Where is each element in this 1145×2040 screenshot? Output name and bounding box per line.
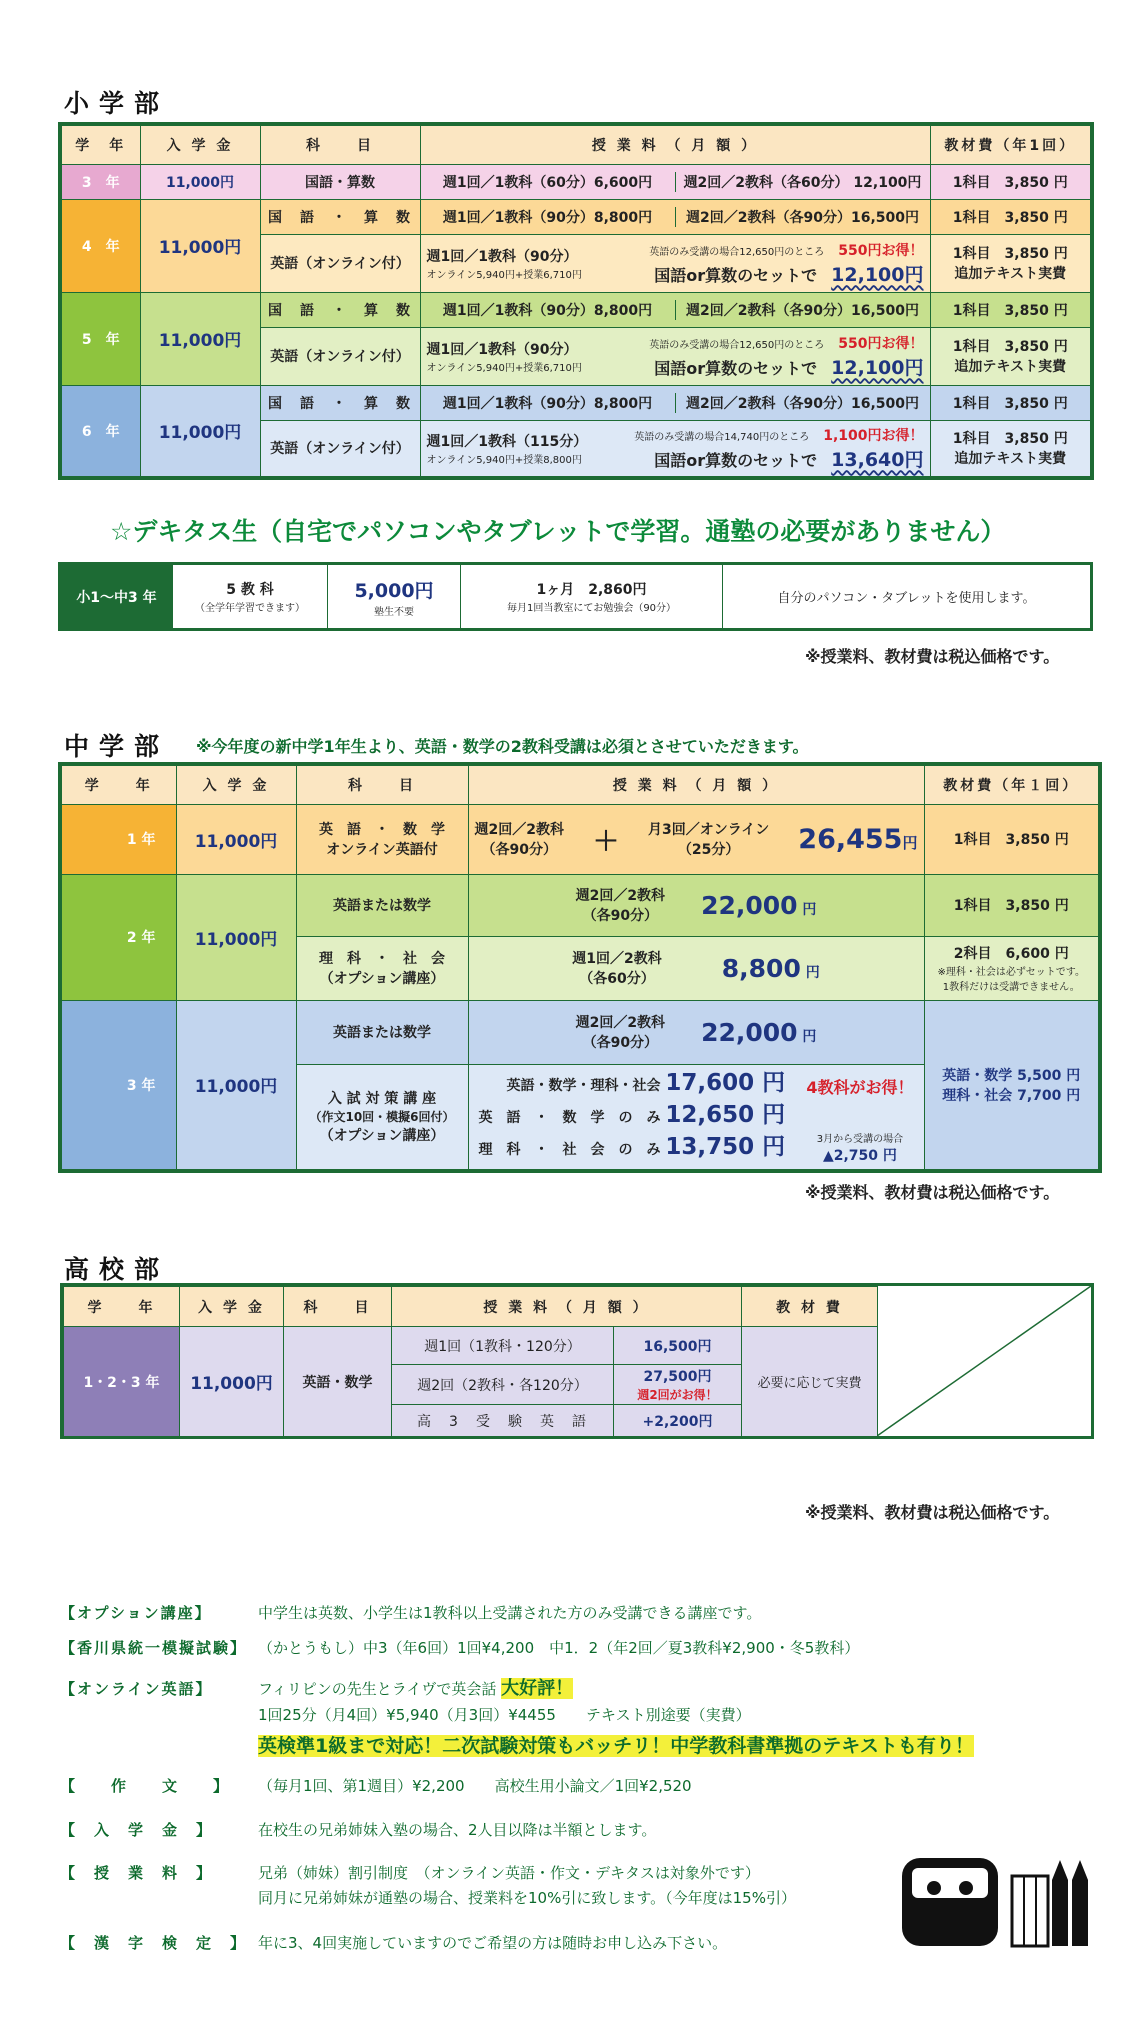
high-row-3-price: +2,200円 xyxy=(614,1405,742,1437)
grade-6-material-3: 追加テキスト実費 xyxy=(954,451,1067,468)
junior-grade-3-l1b: （各90分） xyxy=(582,1035,659,1051)
mascot-pencils-icon xyxy=(900,1854,1090,1950)
grade-5-weekly-2: 週2回／2教科（各90分）16,500円 xyxy=(686,302,919,319)
grade-5-english-line2: オンライン5,940円+授業6,710円 xyxy=(426,362,582,374)
header-material: 教材費（年1回） xyxy=(930,124,1092,164)
grade-4-cell: 4 年 xyxy=(60,199,140,292)
grade-4-english-line1: 週1回／1教科（90分） xyxy=(426,248,578,265)
tax-note-3: ※授業料、教材費は税込価格です。 xyxy=(805,1503,1060,1522)
note-mock-exam-text: （かとうもし）中3（年6回）1回¥4,200 中1．2（年2回／夏3教科¥2,900・冬5教科） xyxy=(258,1639,860,1657)
grade-6-subject-1: 国 語 ・ 算 数 xyxy=(260,385,420,420)
grade-6-material-2: 1科目 3,850 円 xyxy=(952,431,1068,448)
junior-grade-3-material-a: 英語・数学 5,500 円 xyxy=(942,1067,1081,1084)
dekitasu-price-sub: 塾生不要 xyxy=(374,606,414,618)
grade-6-material-1: 1科目 3,850 円 xyxy=(930,385,1092,420)
note-kanji-text: 年に3、4回実施していますのでご希望の方は随時お申し込み下さい。 xyxy=(258,1934,728,1952)
note-essay-label: 【 作 文 】 xyxy=(60,1777,231,1795)
junior-grade-2-material-note-2: 1教科だけは受講できません。 xyxy=(942,982,1080,993)
grade-6-english-note: 英語のみ受講の場合14,740円のところ xyxy=(634,431,810,443)
high-blank-diagonal xyxy=(877,1286,1091,1436)
junior-grade-3-from-march: 3月から受講の場合 xyxy=(816,1133,904,1145)
junior-grade-1-left-b: （各90分） xyxy=(481,842,557,858)
grade-3-material: 1科目 3,850 円 xyxy=(930,164,1092,199)
grade-4-subject-2: 英語（オンライン付） xyxy=(260,234,420,292)
high-section-title: 高校部 xyxy=(64,1255,170,1284)
junior-grade-1-right-b: （25分） xyxy=(677,842,740,858)
grade-5-english-tuition xyxy=(420,327,930,385)
junior-grade-3-c1p: 17,600 円 xyxy=(665,1069,786,1096)
grade-5-material-3: 追加テキスト実費 xyxy=(954,359,1067,375)
junior-section-note: ※今年度の新中学1年生より、英語・数学の2教科受講は必須とさせていただきます。 xyxy=(196,737,809,756)
grade-6-set-price: 13,640円 xyxy=(831,448,924,471)
junior-header-entrance: 入 学 金 xyxy=(176,764,296,804)
note-online-english-text: フィリピンの先生とライヴで英会話 xyxy=(258,1680,497,1698)
high-entrance: 11,000円 xyxy=(180,1327,284,1437)
junior-header-tuition: 授 業 料 （ 月 額 ） xyxy=(468,764,924,804)
note-kanji-label: 【 漢 字 検 定 】 xyxy=(60,1934,248,1952)
junior-grade-2-yen-2: 円 xyxy=(805,964,820,981)
dekitasu-subjects: 5 教 科 xyxy=(226,582,274,598)
note-essay-text: （毎月1回、第1週目）¥2,200 高校生用小論文／1回¥2,520 xyxy=(258,1777,692,1795)
junior-grade-2-p1: 22,000 xyxy=(701,890,798,920)
note-online-english-line3: 英検準1級まで対応！二次試験対策もバッチリ！中学教科書準拠のテキストも有り！ xyxy=(258,1735,974,1757)
junior-grade-2-l2b: （各60分） xyxy=(579,971,655,987)
grade-6-english-line2: オンライン5,940円+授業8,800円 xyxy=(426,454,582,466)
grade-6-entrance: 11,000円 xyxy=(140,385,260,478)
grade-4-material-1: 1科目 3,850 円 xyxy=(930,199,1092,234)
junior-grade-2-cell: 2 年 xyxy=(60,874,176,1000)
junior-grade-3-l1a: 週2回／2教科 xyxy=(575,1015,666,1031)
high-subject: 英語・数学 xyxy=(284,1327,392,1437)
junior-header-material: 教材費（年１回） xyxy=(924,764,1100,804)
high-header-entrance: 入 学 金 xyxy=(180,1287,284,1327)
note-option-label: 【オプション講座】 xyxy=(60,1604,212,1622)
grade-6-set-label: 国語or算数のセットで xyxy=(654,450,818,470)
grade-3-entrance: 11,000円 xyxy=(140,164,260,199)
junior-grade-2-l2a: 週1回／2教科 xyxy=(572,951,662,967)
header-entrance: 入 学 金 xyxy=(140,124,260,164)
grade-6-cell: 6 年 xyxy=(60,385,140,478)
header-grade: 学 年 xyxy=(60,124,140,164)
grade-5-english-note: 英語のみ受講の場合12,650円のところ xyxy=(649,339,825,351)
note-option xyxy=(60,1602,761,1623)
note-tuition-label: 【 授 業 料 】 xyxy=(60,1864,214,1882)
grade-4-weekly-2: 週2回／2教科（各90分）16,500円 xyxy=(686,209,919,226)
junior-grade-2-subject-2b: （オプション講座） xyxy=(319,971,445,987)
grade-6-weekly-2: 週2回／2教科（各90分）16,500円 xyxy=(686,395,919,412)
dekitasu-device: 自分のパソコン・タブレットを使用します。 xyxy=(723,564,1092,630)
note-entrance-text: 在校生の兄弟姉妹入塾の場合、2人目以降は半額とします。 xyxy=(258,1821,657,1839)
note-online-english-highlight: 大好評！ xyxy=(501,1678,574,1699)
elementary-fee-table xyxy=(58,122,1094,480)
header-subject: 科 目 xyxy=(260,124,420,164)
junior-header-subject: 科 目 xyxy=(296,764,468,804)
grade-3-weekly-2: 週2回／2教科（各60分） 12,100円 xyxy=(683,174,922,191)
grade-5-english-line1: 週1回／1教科（90分） xyxy=(426,341,578,358)
grade-4-set-price: 12,100円 xyxy=(831,263,924,286)
high-row-1-price: 16,500円 xyxy=(614,1327,742,1365)
grade-4-subject-1: 国 語 ・ 算 数 xyxy=(260,199,420,234)
grade-5-set-label: 国語or算数のセットで xyxy=(654,358,818,378)
high-header-tuition: 授 業 料 （ 月 額 ） xyxy=(392,1287,742,1327)
note-tuition xyxy=(60,1862,796,1908)
grade-4-material-3: 追加テキスト実費 xyxy=(954,266,1067,282)
junior-grade-2-material-1: 1科目 3,850 円 xyxy=(924,874,1100,936)
junior-grade-2-subject-1: 英語または数学 xyxy=(296,874,468,936)
junior-grade-3-from-march-price: ▲2,750 円 xyxy=(822,1147,897,1164)
junior-grade-3-c3p: 13,750 円 xyxy=(665,1133,786,1160)
junior-grade-3-c1: 英語・数学・理科・社会 xyxy=(506,1077,661,1094)
junior-fee-table xyxy=(58,762,1102,1173)
note-tuition-text: 兄弟（姉妹）割引制度 （オンライン英語・作文・デキタスは対象外です） xyxy=(258,1864,760,1882)
junior-grade-3-p1: 22,000 xyxy=(701,1017,798,1047)
high-row-1: 週1回（1教科・120分） xyxy=(392,1327,614,1365)
note-online-english-line2: 1回25分（月4回）¥5,940（月3回）¥4455 テキスト別途要（実費） xyxy=(258,1706,751,1724)
note-option-text: 中学生は英数、小学生は1教科以上受講された方のみ受講できる講座です。 xyxy=(258,1604,762,1622)
grade-4-english-line2: オンライン5,940円+授業6,710円 xyxy=(426,269,582,281)
note-mock-exam xyxy=(60,1637,859,1658)
grade-5-entrance: 11,000円 xyxy=(140,292,260,385)
grade-5-subject-2: 英語（オンライン付） xyxy=(260,327,420,385)
grade-3-cell: 3 年 xyxy=(60,164,140,199)
note-online-english-label: 【オンライン英語】 xyxy=(60,1680,213,1698)
junior-grade-3-cell: 3 年 xyxy=(60,1000,176,1171)
tax-note-2: ※授業料、教材費は税込価格です。 xyxy=(805,1183,1060,1202)
junior-grade-3-c2p: 12,650 円 xyxy=(665,1101,786,1128)
high-row-2: 週2回（2教科・各120分） xyxy=(392,1365,614,1405)
junior-grade-1-material: 1科目 3,850 円 xyxy=(924,804,1100,874)
grade-6-weekly-1: 週1回／1教科（90分）8,800円 xyxy=(421,393,676,413)
grade-5-deal: 550円お得！ xyxy=(838,335,924,352)
junior-section-title: 中学部 xyxy=(64,732,170,761)
grade-6-english-line1: 週1回／1教科（115分） xyxy=(426,433,588,450)
note-online-english xyxy=(60,1674,974,1758)
junior-grade-1-subject-a: 英 語 ・ 数 学 xyxy=(319,822,445,838)
grade-5-set-price: 12,100円 xyxy=(831,356,924,379)
grade-6-english-tuition xyxy=(420,420,930,478)
note-essay xyxy=(60,1775,692,1796)
elementary-section-title: 小学部 xyxy=(64,89,170,118)
junior-grade-1-plus: ＋ xyxy=(592,826,619,857)
junior-grade-1-left-a: 週2回／2教科 xyxy=(474,822,564,838)
grade-5-cell: 5 年 xyxy=(60,292,140,385)
grade-4-english-tuition xyxy=(420,234,930,292)
junior-grade-2-p2: 8,800 xyxy=(721,953,801,983)
high-material: 必要に応じて実費 xyxy=(742,1327,878,1437)
junior-grade-2-l1b: （各90分） xyxy=(582,908,659,924)
grade-5-weekly-1: 週1回／1教科（90分）8,800円 xyxy=(421,300,676,320)
junior-grade-1-subject-b: オンライン英語付 xyxy=(326,842,438,858)
junior-grade-3-material-b: 理科・社会 7,700 円 xyxy=(942,1087,1081,1104)
junior-grade-1-right-a: 月3回／オンライン xyxy=(647,822,770,838)
dekitasu-price: 5,000円 xyxy=(354,579,434,602)
junior-header-grade: 学 年 xyxy=(60,764,176,804)
junior-grade-3-subject-2c: （オプション講座） xyxy=(319,1128,445,1144)
high-row-3: 高 3 受 験 英 語 xyxy=(392,1405,614,1437)
grade-3-tuition xyxy=(420,164,930,199)
dekitasu-subjects-sub: （全学年学習できます） xyxy=(195,603,305,614)
grade-6-subject-2: 英語（オンライン付） xyxy=(260,420,420,478)
high-header-grade: 学 年 xyxy=(64,1287,180,1327)
junior-grade-3-subject-2b: （作文10回・模擬6回付） xyxy=(309,1110,455,1124)
grade-3-subject: 国語・算数 xyxy=(260,164,420,199)
dekitasu-table xyxy=(58,562,1093,631)
junior-grade-3-yen: 円 xyxy=(802,1028,817,1045)
grade-6-deal: 1,100円お得！ xyxy=(823,427,924,444)
tax-note-1: ※授業料、教材費は税込価格です。 xyxy=(805,647,1060,666)
grade-5-material-2: 1科目 3,850 円 xyxy=(952,339,1068,355)
high-header-material: 教 材 費 xyxy=(742,1287,878,1327)
header-tuition: 授 業 料 （ 月 額 ） xyxy=(420,124,930,164)
high-header-subject: 科 目 xyxy=(284,1287,392,1327)
dekitasu-month: 1ヶ月 2,860円 xyxy=(536,582,647,598)
dekitasu-grade: 小1〜中3 年 xyxy=(60,564,173,630)
note-kanji xyxy=(60,1932,727,1953)
junior-grade-2-subject-2a: 理 科 ・ 社 会 xyxy=(319,951,445,967)
grade-4-deal: 550円お得！ xyxy=(838,242,924,259)
junior-grade-3-entrance: 11,000円 xyxy=(176,1000,296,1171)
junior-grade-3-subject-2a: 入 試 対 策 講 座 xyxy=(327,1091,437,1107)
junior-grade-1-yen: 円 xyxy=(902,833,918,852)
grade-4-set-label: 国語or算数のセットで xyxy=(654,265,818,285)
high-row-2-deal: 週2回がお得！ xyxy=(637,1388,718,1402)
note-entrance xyxy=(60,1819,656,1840)
junior-grade-3-c1-deal: 4教科がお得！ xyxy=(806,1077,914,1097)
high-table-wrap xyxy=(60,1283,1094,1439)
note-mock-exam-label: 【香川県統一模擬試験】 xyxy=(60,1639,248,1657)
grade-4-english-note: 英語のみ受講の場合12,650円のところ xyxy=(649,246,825,258)
grade-5-material-1: 1科目 3,850 円 xyxy=(930,292,1092,327)
junior-grade-2-l1a: 週2回／2教科 xyxy=(575,888,666,904)
grade-5-subject-1: 国 語 ・ 算 数 xyxy=(260,292,420,327)
grade-3-weekly-1: 週1回／1教科（60分）6,600円 xyxy=(421,172,676,192)
junior-grade-2-entrance: 11,000円 xyxy=(176,874,296,1000)
grade-4-material-2: 1科目 3,850 円 xyxy=(952,246,1068,262)
note-tuition-line2: 同月に兄弟姉妹が通塾の場合、授業料を10%引に致します。（今年度は15%引） xyxy=(258,1889,796,1907)
junior-grade-2-material-2: 2科目 6,600 円 xyxy=(953,946,1069,962)
junior-grade-2-yen-1: 円 xyxy=(802,901,817,918)
junior-grade-3-subject-1: 英語または数学 xyxy=(296,1000,468,1064)
junior-grade-1-price: 26,455 xyxy=(798,823,903,855)
dekitasu-month-sub: 毎月1回当教室にてお勉強会（90分） xyxy=(506,603,677,614)
junior-grade-3-c3: 理 科 ・ 社 会 の み xyxy=(478,1141,661,1158)
junior-grade-1-entrance: 11,000円 xyxy=(176,804,296,874)
high-fee-table xyxy=(63,1286,878,1437)
junior-grade-1-cell: 1 年 xyxy=(60,804,176,874)
junior-grade-2-material-note-1: ※理科・社会は必ずセットです。 xyxy=(937,967,1085,978)
high-row-2-price: 27,500円 xyxy=(643,1369,712,1385)
junior-grade-3-c2: 英 語 ・ 数 学 の み xyxy=(478,1109,661,1126)
note-entrance-label: 【 入 学 金 】 xyxy=(60,1821,214,1839)
high-grade-cell: 1・2・3 年 xyxy=(64,1327,180,1437)
dekitasu-heading: ☆デキタス生（自宅でパソコンやタブレットで学習。通塾の必要がありません） xyxy=(110,517,1006,546)
grade-4-entrance: 11,000円 xyxy=(140,199,260,292)
grade-4-weekly-1: 週1回／1教科（90分）8,800円 xyxy=(421,207,676,227)
